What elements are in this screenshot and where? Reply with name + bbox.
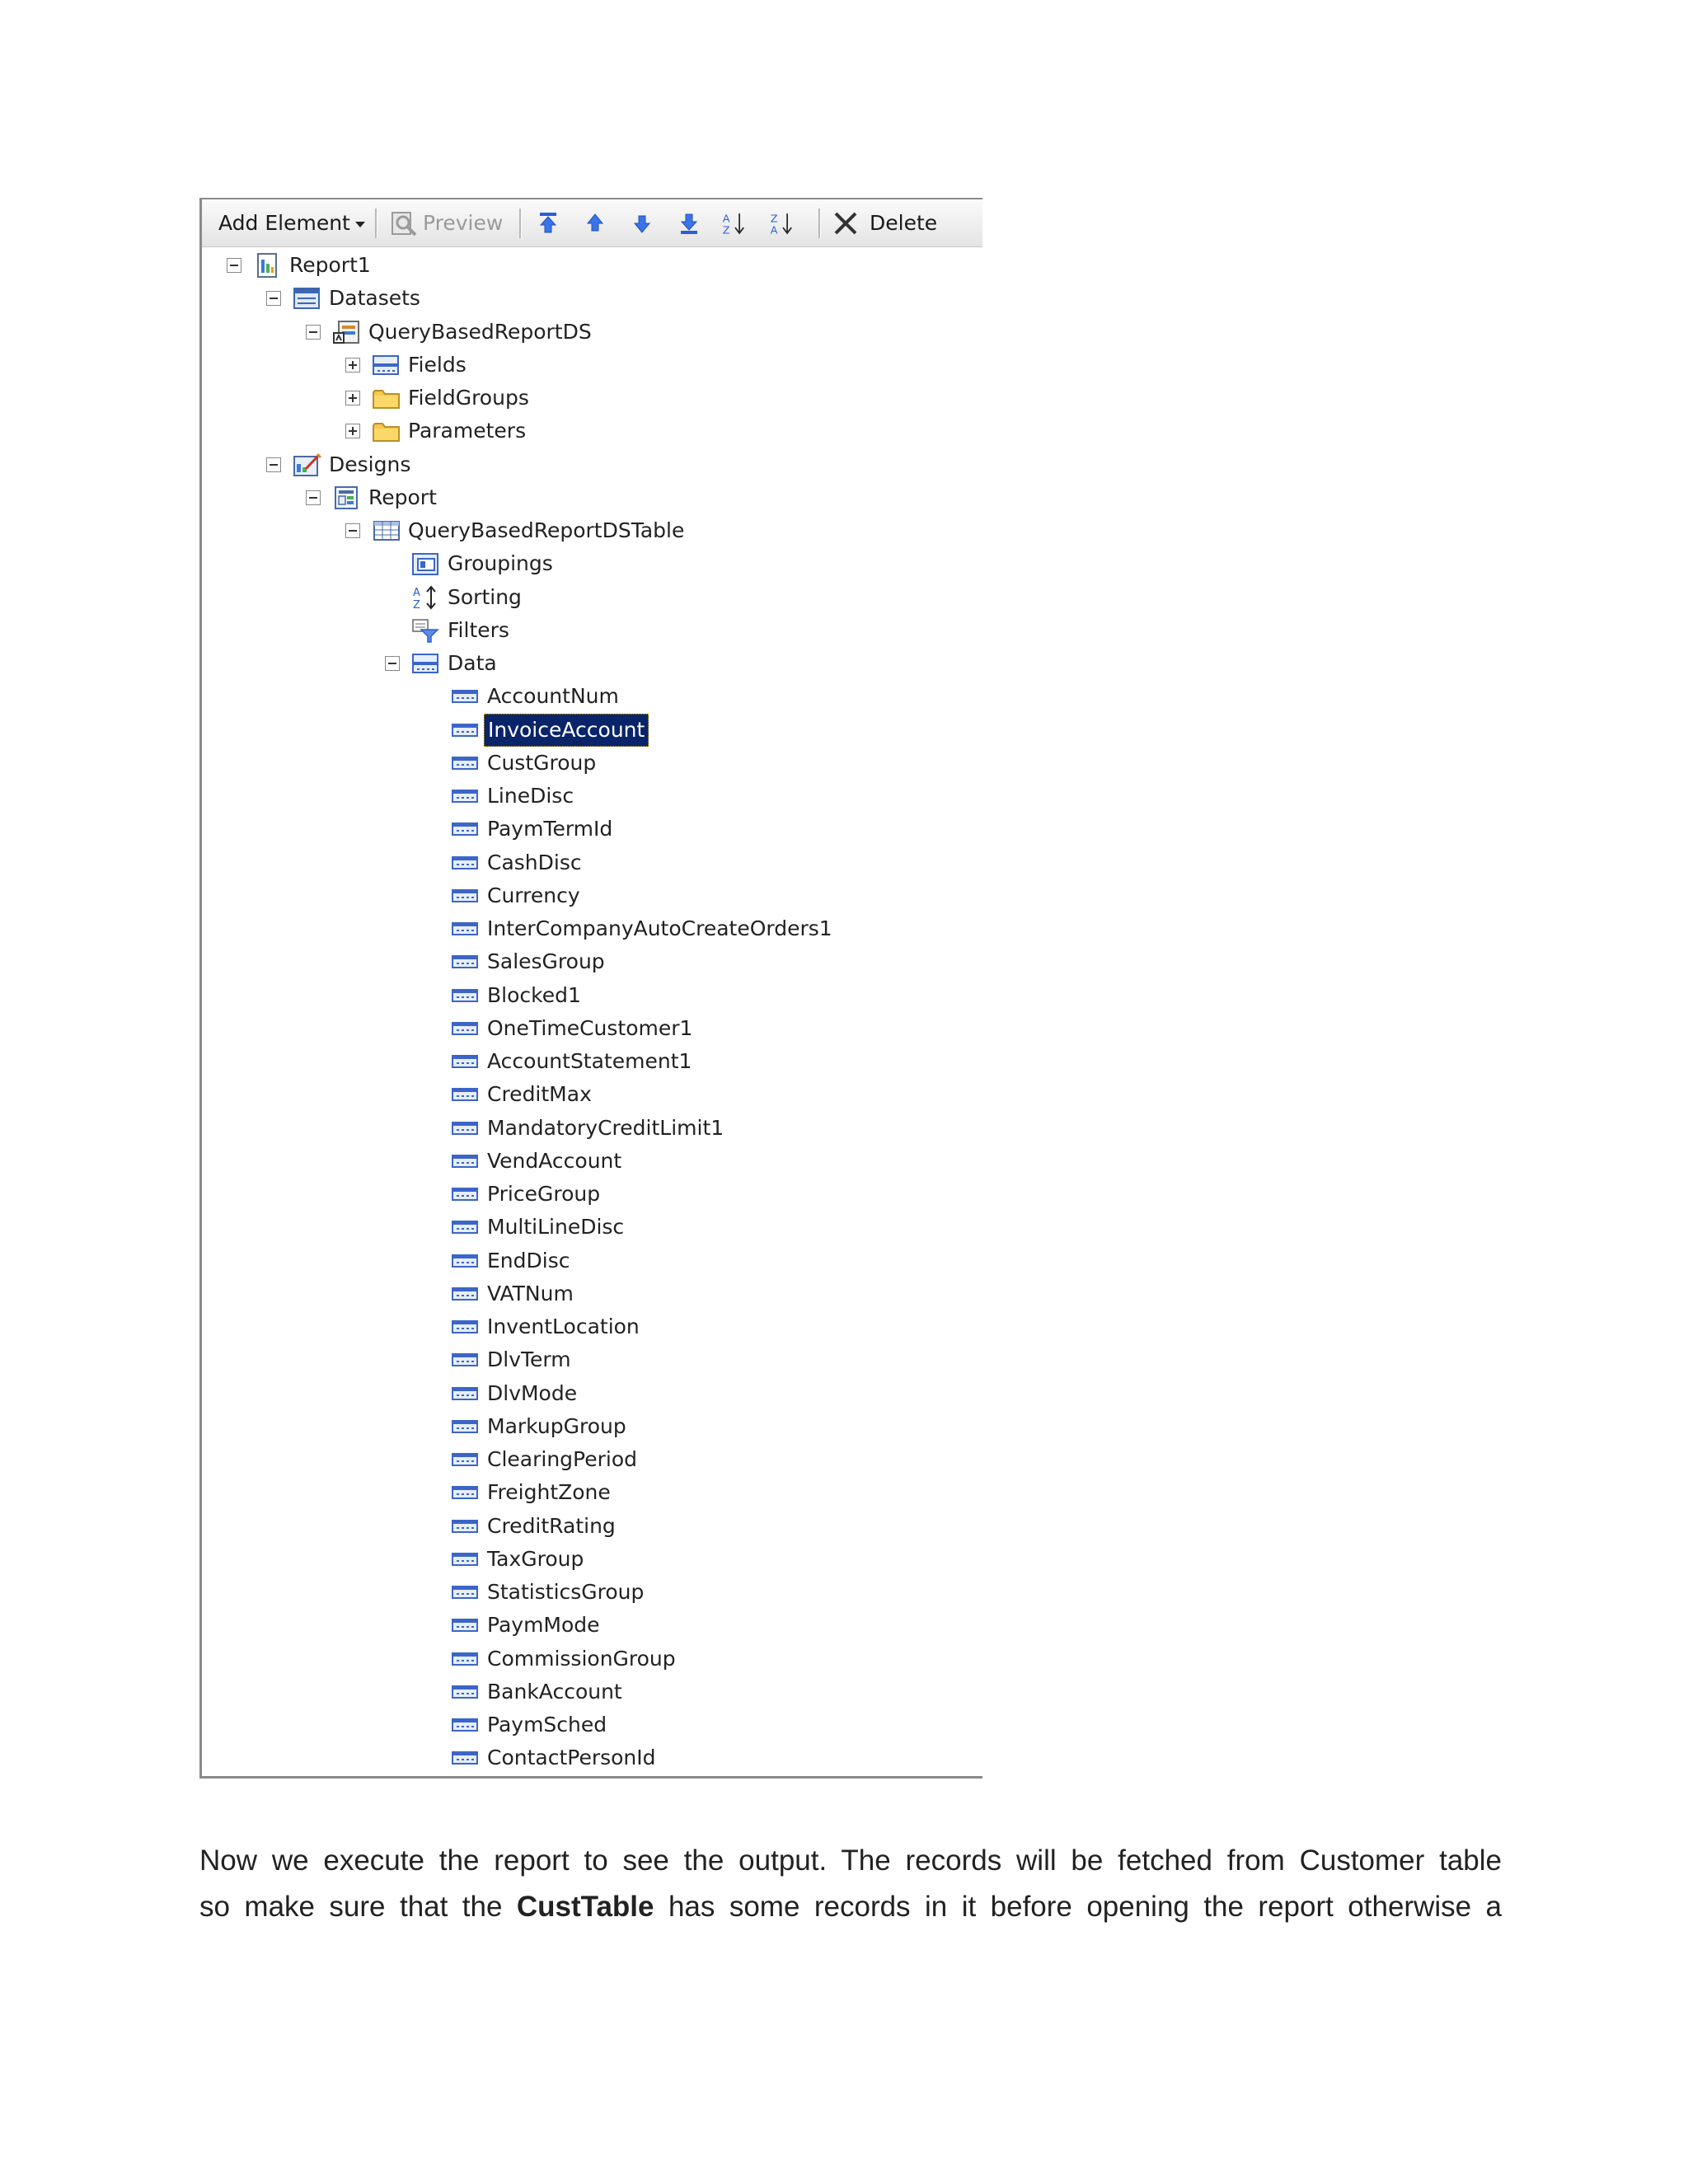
tree-node-label: StatisticsGroup — [487, 1580, 645, 1604]
tree-node-label: AccountNum — [487, 684, 619, 709]
tree-node-label: CustGroup — [487, 750, 597, 775]
tree-node-data-field[interactable] — [202, 1609, 977, 1642]
field-icon — [451, 1215, 481, 1240]
tree-node-label: DlvMode — [487, 1380, 578, 1405]
tree-node-query-based-report-ds[interactable] — [202, 316, 977, 349]
tree-node-data-field[interactable] — [202, 1310, 977, 1343]
tree-node-label: SalesGroup — [487, 949, 605, 974]
tree-node-label: PriceGroup — [487, 1182, 601, 1206]
tree-node-fields[interactable] — [202, 349, 977, 382]
fields-icon — [411, 651, 441, 676]
expand-icon[interactable] — [345, 391, 360, 405]
collapse-icon[interactable] — [227, 258, 241, 273]
expand-icon[interactable] — [345, 424, 360, 438]
tree-node-label: QueryBasedReportDSTable — [408, 518, 685, 542]
collapse-icon[interactable] — [266, 291, 281, 306]
tree-node-label: InvoiceAccount — [484, 714, 649, 747]
move-to-top-icon[interactable] — [534, 209, 562, 237]
tree-node-data-field[interactable] — [202, 1708, 977, 1741]
tree-node-label: Currency — [487, 883, 580, 907]
datasets-icon — [293, 286, 322, 311]
expand-icon[interactable] — [345, 358, 360, 373]
field-icon — [451, 1746, 481, 1770]
report-designer-panel — [199, 198, 982, 1779]
table-icon — [372, 518, 401, 543]
tree-node-data-field[interactable] — [202, 1178, 977, 1211]
tree-node-data-field[interactable] — [202, 1741, 977, 1774]
tree-node-label: MarkupGroup — [487, 1413, 626, 1438]
tree-node-label: FieldGroups — [408, 386, 529, 410]
tree-node-data-field[interactable] — [202, 879, 977, 912]
tree-node-label: InventLocation — [487, 1315, 640, 1338]
preview-icon — [390, 209, 418, 237]
tree-node-designs[interactable] — [202, 448, 977, 481]
tree-node-label: VendAccount — [487, 1148, 622, 1173]
add-element-label: Add Element — [218, 211, 350, 235]
tree-node-report[interactable] — [202, 481, 977, 514]
tree-node-data-field[interactable] — [202, 1211, 977, 1244]
svg-text:A: A — [413, 586, 420, 599]
field-icon — [451, 1315, 481, 1339]
tree-node-label: Report1 — [289, 253, 371, 277]
field-icon — [451, 1182, 481, 1207]
tree-node-data-field[interactable] — [202, 1543, 977, 1576]
tree-node-data-field[interactable] — [202, 1343, 977, 1376]
collapse-icon[interactable] — [266, 457, 281, 472]
toolbar — [202, 199, 982, 247]
tree-node-label: CreditRating — [487, 1513, 616, 1538]
field-icon — [451, 784, 481, 808]
tree-node-label: PaymMode — [487, 1613, 600, 1638]
tree-node-label: CashDisc — [487, 850, 582, 874]
tree-node-data-field[interactable] — [202, 747, 977, 780]
move-down-icon[interactable] — [628, 209, 656, 237]
tree-node-data-field[interactable] — [202, 912, 977, 945]
tree-node-label: ContactPersonId — [487, 1746, 656, 1770]
tree-node-datasets[interactable] — [202, 282, 977, 315]
field-icon — [451, 1414, 481, 1439]
tree-node-label: VATNum — [487, 1281, 574, 1305]
tree-node-label: Groupings — [448, 551, 553, 576]
tree-node-label: DlvTerm — [487, 1347, 571, 1372]
chevron-down-icon — [355, 222, 365, 227]
field-icon — [451, 1447, 481, 1472]
tree-node-label: Sorting — [448, 584, 522, 609]
svg-text:Z: Z — [722, 224, 730, 237]
tree-node-data-field[interactable] — [202, 1576, 977, 1609]
tree-node-label: PaymTermId — [487, 817, 613, 841]
toolbar-separator — [519, 209, 522, 238]
body-paragraph — [199, 1838, 1502, 1930]
paragraph-line — [199, 1884, 1502, 1930]
tree-node-label: FreightZone — [487, 1480, 611, 1505]
tree-node-data-field[interactable] — [202, 1510, 977, 1543]
tree-node-data-field[interactable] — [202, 1078, 977, 1111]
preview-button[interactable] — [423, 199, 503, 247]
query-dataset-icon — [332, 320, 362, 344]
tree-node-label: Datasets — [329, 286, 420, 311]
tree-node-data-field[interactable] — [202, 714, 977, 747]
field-icon — [451, 1082, 481, 1107]
svg-text:Z: Z — [770, 213, 778, 226]
tree-node-data-field[interactable] — [202, 1112, 977, 1145]
tree-node-data-field[interactable] — [202, 945, 977, 978]
tree-node-query-based-report-ds-table[interactable] — [202, 514, 977, 547]
tree-node-label: InterCompanyAutoCreateOrders1 — [487, 916, 832, 940]
field-icon — [451, 751, 481, 776]
tree-node-label: Parameters — [408, 419, 527, 443]
tree-node-data-field[interactable] — [202, 1145, 977, 1178]
sort-ascending-icon[interactable] — [721, 209, 749, 237]
add-element-button[interactable] — [218, 199, 365, 247]
tree-node-data-field[interactable] — [202, 1045, 977, 1078]
tree-node-data-field[interactable] — [202, 1012, 977, 1045]
move-up-icon[interactable] — [581, 209, 609, 237]
field-icon — [451, 1282, 481, 1306]
tree-node-data-field[interactable] — [202, 1410, 977, 1443]
tree-node-label: QueryBasedReportDS — [368, 319, 592, 344]
field-icon — [451, 1016, 481, 1041]
collapse-icon[interactable] — [306, 325, 321, 340]
report-icon — [253, 253, 283, 278]
tree-node-label: PaymSched — [487, 1713, 607, 1736]
tree-node-data-field[interactable] — [202, 1675, 977, 1708]
field-icon — [451, 1249, 481, 1273]
tree-node-parameters[interactable] — [202, 415, 977, 448]
paragraph-line: Now we execute the report to see the output. The records will be fetched from Customer table — [199, 1844, 1502, 1877]
tree-node-label: BankAccount — [487, 1679, 622, 1704]
tree-node-groupings[interactable] — [202, 547, 977, 580]
tree-node-label: ClearingPeriod — [487, 1447, 637, 1471]
sort-descending-icon[interactable] — [769, 209, 797, 237]
tree-node-label: CreditMax — [487, 1082, 592, 1107]
delete-icon — [832, 209, 860, 237]
designs-icon — [293, 452, 322, 477]
collapse-icon[interactable] — [306, 490, 321, 505]
paragraph-text: has some records in it before opening the report otherwise a — [668, 1891, 1502, 1923]
paragraph-bold-text: CustTable — [516, 1891, 654, 1923]
tree-node-label: Data — [448, 651, 497, 675]
tree-node-data-field[interactable] — [202, 1476, 977, 1509]
field-icon — [451, 718, 481, 743]
field-icon — [451, 851, 481, 875]
tree-node-label: MandatoryCreditLimit1 — [487, 1115, 724, 1140]
folder-icon — [372, 419, 401, 443]
tree-node-label: Report — [368, 485, 437, 509]
tree-node-label: Designs — [329, 452, 411, 476]
toolbar-separator — [818, 209, 821, 238]
field-icon — [451, 883, 481, 908]
preview-label: Preview — [423, 211, 504, 235]
tree-node-data[interactable] — [202, 647, 977, 680]
tree-node-data-field[interactable] — [202, 1377, 977, 1410]
field-icon — [451, 1149, 481, 1174]
tree-node-data-field[interactable] — [202, 1244, 977, 1277]
tree-node-label: Fields — [408, 352, 467, 377]
tree-node-data-field[interactable] — [202, 1643, 977, 1675]
field-icon — [451, 1547, 481, 1572]
tree-node-label: Blocked1 — [487, 982, 581, 1007]
filter-icon — [411, 618, 441, 643]
tree-node-data-field[interactable] — [202, 680, 977, 713]
tree-node-fieldgroups[interactable] — [202, 382, 977, 415]
tree-node-data-field[interactable] — [202, 979, 977, 1012]
field-icon — [451, 1049, 481, 1074]
field-icon — [451, 983, 481, 1008]
delete-label: Delete — [870, 211, 938, 235]
folder-icon — [372, 386, 401, 410]
tree-node-data-field[interactable] — [202, 780, 977, 813]
field-icon — [451, 1480, 481, 1505]
paragraph-text: so make sure that the — [199, 1891, 503, 1923]
svg-text:A: A — [722, 213, 730, 226]
field-icon — [451, 1580, 481, 1605]
fields-icon — [372, 353, 401, 377]
field-icon — [451, 1613, 481, 1638]
tree-node-label: TaxGroup — [487, 1546, 584, 1571]
tree-node-filters[interactable] — [202, 614, 977, 647]
move-to-bottom-icon[interactable] — [675, 209, 703, 237]
svg-text:A: A — [770, 224, 778, 237]
field-icon — [451, 1680, 481, 1704]
tree-node-label: AccountStatement1 — [487, 1049, 692, 1073]
field-icon — [451, 1514, 481, 1539]
report-design-icon — [332, 485, 362, 510]
sorting-icon — [411, 585, 441, 610]
collapse-icon[interactable] — [385, 656, 400, 671]
field-icon — [451, 916, 481, 941]
tree-node-data-field[interactable] — [202, 813, 977, 846]
tree-node-label: MultiLineDisc — [487, 1215, 625, 1240]
field-icon — [451, 1116, 481, 1141]
field-icon — [451, 1713, 481, 1737]
tree-node-data-field[interactable] — [202, 1277, 977, 1310]
field-icon — [451, 684, 481, 709]
svg-text:Z: Z — [413, 598, 420, 610]
tree-node-sorting[interactable] — [202, 581, 977, 614]
field-icon — [451, 1347, 481, 1372]
tree-node-data-field[interactable] — [202, 1443, 977, 1476]
collapse-icon[interactable] — [345, 523, 360, 538]
tree-node-label: OneTimeCustomer1 — [487, 1015, 693, 1040]
tree-node-report1[interactable] — [202, 249, 977, 282]
tree-node-data-field[interactable] — [202, 846, 977, 879]
field-icon — [451, 1647, 481, 1671]
delete-button[interactable] — [870, 199, 937, 247]
field-icon — [451, 1381, 481, 1406]
tree-node-label: EndDisc — [487, 1248, 570, 1272]
groupings-icon — [411, 551, 441, 576]
tree-node-label: CommissionGroup — [487, 1646, 676, 1671]
field-icon — [451, 817, 481, 841]
field-icon — [451, 949, 481, 974]
tree-node-label: Filters — [448, 617, 509, 642]
tree-node-label: LineDisc — [487, 784, 574, 808]
toolbar-separator — [375, 209, 377, 238]
